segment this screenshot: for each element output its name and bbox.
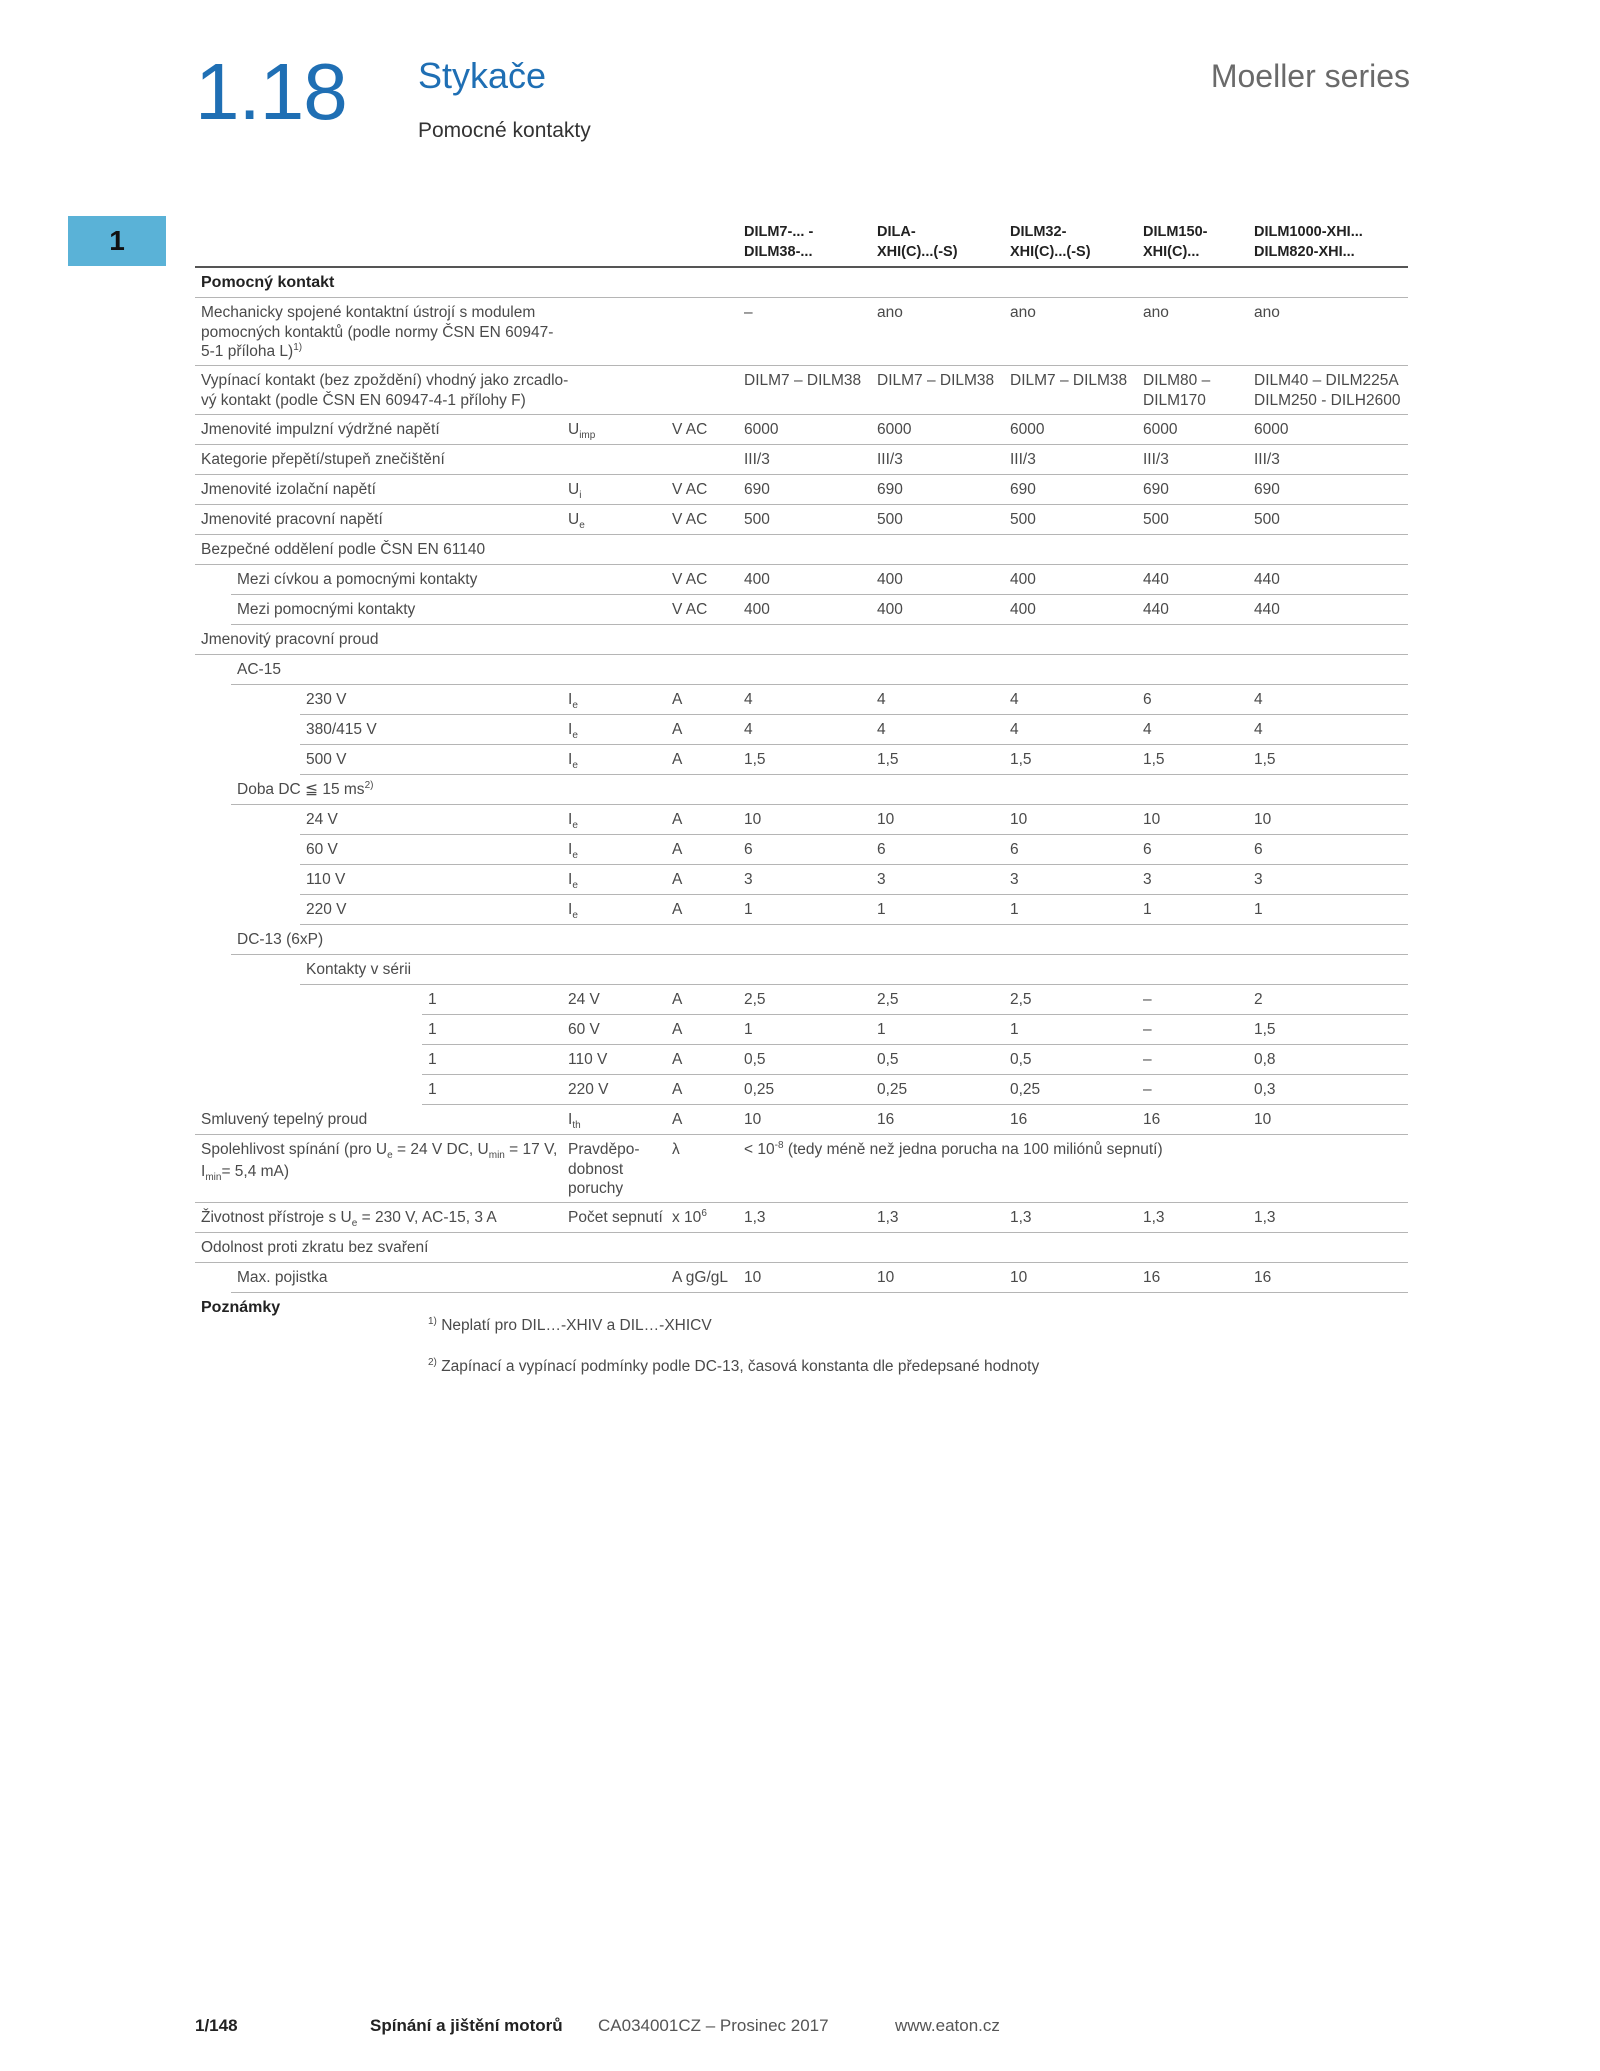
value-cell: 1,5	[1143, 751, 1165, 768]
value-cell: 10	[744, 1111, 762, 1128]
row-unit: A	[672, 811, 683, 828]
row-unit: A gG/gL	[672, 1269, 729, 1286]
table-row	[195, 1233, 1408, 1263]
table-row	[195, 366, 1408, 415]
value-cell: III/3	[1143, 451, 1169, 468]
table-row	[195, 925, 1408, 955]
row-label: 1	[428, 1081, 437, 1098]
row-label: 1	[428, 1051, 437, 1068]
value-cell: 400	[877, 571, 903, 588]
table-section-row	[195, 268, 1408, 298]
row-label: AC-15	[237, 661, 281, 678]
row-label: Životnost přístroje s $U_e = 230$ V, AC-15, 3 A	[201, 1209, 497, 1229]
row-symbol: $U_{imp}$	[568, 421, 596, 441]
value-cell: 1	[1143, 901, 1152, 918]
row-symbol: 24 V	[568, 991, 600, 1008]
row-label: Smluvený tepelný proud	[201, 1111, 368, 1128]
value-cell: 10	[744, 1269, 762, 1286]
row-unit: λ	[672, 1141, 680, 1158]
value-cell: 500	[1010, 511, 1036, 528]
table-row	[195, 595, 1408, 625]
row-label: Vypínací kontakt (bez zpoždění) vhodný jako zrcadlo- vý kontakt (podle ČSN EN 60947-4-1 přílohy F)	[201, 372, 569, 409]
table-header	[195, 218, 1408, 268]
row-label: Kategorie přepětí/stupeň znečištění	[201, 451, 445, 468]
value-cell: 16	[1143, 1111, 1161, 1128]
page-subtitle: Pomocné kontakty	[418, 119, 591, 142]
value-cell: 500	[1254, 511, 1280, 528]
value-cell: 1,3	[744, 1209, 766, 1226]
value-cell: 10	[1010, 811, 1028, 828]
value-cell: 16	[877, 1111, 895, 1128]
value-cell: ano	[1254, 304, 1280, 321]
note-item: $^{1)}$ Neplatí pro DIL…-XHIV a DIL…-XHICV	[428, 1315, 712, 1334]
value-cell: 400	[1010, 571, 1036, 588]
value-cell: 3	[1010, 871, 1019, 888]
column-header: DILM7-... - DILM38-...	[744, 224, 814, 260]
value-cell: –	[1143, 1021, 1152, 1038]
value-cell: 690	[877, 481, 903, 498]
value-cell: DILM80 – DILM170	[1143, 372, 1211, 409]
row-symbol: $I_{th}$	[568, 1111, 581, 1131]
value-cell: 1	[877, 901, 886, 918]
value-cell: 0,25	[1010, 1081, 1041, 1098]
value-cell: 1,5	[1254, 1021, 1276, 1038]
value-cell: DILM7 – DILM38	[877, 372, 995, 389]
column-header: DILM150- XHI(C)...	[1143, 224, 1208, 260]
value-cell: 4	[1143, 721, 1152, 738]
row-label: Jmenovité izolační napětí	[201, 481, 376, 498]
row-unit: A	[672, 901, 683, 918]
row-label: Jmenovitý pracovní proud	[201, 631, 379, 648]
row-unit: V AC	[672, 511, 708, 528]
table-row	[195, 535, 1408, 565]
value-cell: 400	[744, 571, 770, 588]
value-cell: 440	[1143, 601, 1169, 618]
value-cell: III/3	[1010, 451, 1036, 468]
value-cell: 1,3	[1143, 1209, 1165, 1226]
value-cell: 4	[744, 691, 753, 708]
value-cell: III/3	[877, 451, 903, 468]
value-cell: 2,5	[877, 991, 899, 1008]
value-cell: 440	[1254, 601, 1280, 618]
value-cell: 3	[1254, 871, 1263, 888]
value-cell: 690	[744, 481, 770, 498]
series-label: Moeller series	[1210, 58, 1410, 94]
value-cell: 6000	[1010, 421, 1045, 438]
table-row	[195, 298, 1408, 366]
value-cell: 0,25	[877, 1081, 908, 1098]
row-label: 1	[428, 1021, 437, 1038]
table-row	[195, 1203, 1408, 1233]
row-unit: A	[672, 1051, 683, 1068]
value-cell: DILM7 – DILM38	[744, 372, 862, 389]
row-unit: V AC	[672, 421, 708, 438]
row-label: Bezpečné oddělení podle ČSN EN 61140	[201, 541, 486, 558]
value-cell-span: < $10^{-8}$ (tedy méně než jedna porucha na 100 miliónů sepnutí)	[744, 1140, 1163, 1158]
value-cell: 3	[877, 871, 886, 888]
value-cell: 0,5	[744, 1051, 766, 1068]
value-cell: 0,5	[1010, 1051, 1032, 1068]
notes-block	[195, 1293, 1408, 1375]
row-label: 24 V	[306, 811, 338, 828]
chapter-tab[interactable]: 1	[68, 216, 166, 266]
value-cell: 10	[1254, 811, 1272, 828]
value-cell: 500	[877, 511, 903, 528]
value-cell: 2,5	[744, 991, 766, 1008]
value-cell: III/3	[1254, 451, 1280, 468]
value-cell: 1	[1254, 901, 1263, 918]
value-cell: 16	[1143, 1269, 1161, 1286]
column-header: DILA- XHI(C)...(-S)	[877, 224, 958, 260]
row-symbol: Pravděpo- dobnost poruchy	[568, 1141, 640, 1197]
value-cell: –	[744, 304, 753, 321]
table-row	[195, 505, 1408, 535]
row-symbol: $I_e$	[568, 841, 578, 861]
spec-table	[195, 218, 1408, 1375]
row-label: 230 V	[306, 691, 347, 708]
value-cell: III/3	[744, 451, 770, 468]
value-cell: 1,5	[744, 751, 766, 768]
row-label: 380/415 V	[306, 721, 377, 738]
value-cell: 4	[744, 721, 753, 738]
value-cell: 6	[1010, 841, 1019, 858]
value-cell: 4	[877, 721, 886, 738]
row-symbol: $I_e$	[568, 811, 578, 831]
table-row	[195, 685, 1408, 715]
row-symbol: 60 V	[568, 1021, 600, 1038]
table-row	[195, 625, 1408, 655]
value-cell: 690	[1010, 481, 1036, 498]
value-cell: 3	[1143, 871, 1152, 888]
footer-doc: CA034001CZ – Prosinec 2017	[598, 2016, 829, 2035]
value-cell: 16	[1254, 1269, 1272, 1286]
value-cell: 400	[744, 601, 770, 618]
footer-title: Spínání a jištění motorů	[370, 2016, 563, 2035]
value-cell: 2,5	[1010, 991, 1032, 1008]
row-unit: A	[672, 1081, 683, 1098]
column-header: DILM32- XHI(C)...(-S)	[1010, 224, 1091, 260]
section-title: Pomocný kontakt	[201, 274, 335, 291]
row-unit: A	[672, 991, 683, 1008]
value-cell: 1,3	[1010, 1209, 1032, 1226]
value-cell: –	[1143, 991, 1152, 1008]
value-cell: 500	[1143, 511, 1169, 528]
row-unit: V AC	[672, 601, 708, 618]
value-cell: 6	[877, 841, 886, 858]
value-cell: –	[1143, 1051, 1152, 1068]
notes-list	[428, 1296, 1039, 1398]
table-row	[195, 1045, 1408, 1075]
table-row	[195, 1135, 1408, 1203]
value-cell: 16	[1010, 1111, 1028, 1128]
value-cell: 1	[744, 901, 753, 918]
table-row	[195, 475, 1408, 505]
value-cell: 0,5	[877, 1051, 899, 1068]
row-label: 60 V	[306, 841, 338, 858]
value-cell: 1,3	[1254, 1209, 1276, 1226]
value-cell: 10	[877, 1269, 895, 1286]
value-cell: 6	[1254, 841, 1263, 858]
value-cell: 10	[1254, 1111, 1272, 1128]
row-unit: V AC	[672, 571, 708, 588]
row-unit: x $10^6$	[672, 1208, 707, 1226]
table-row	[195, 715, 1408, 745]
row-unit: A	[672, 721, 683, 738]
value-cell: 4	[1010, 721, 1019, 738]
footer-url[interactable]: www.eaton.cz	[895, 2016, 1000, 2035]
value-cell: 0,3	[1254, 1081, 1276, 1098]
column-header: DILM1000-XHI... DILM820-XHI...	[1254, 224, 1363, 260]
value-cell: 6	[744, 841, 753, 858]
row-symbol: $I_e$	[568, 691, 578, 711]
value-cell: DILM7 – DILM38	[1010, 372, 1128, 389]
row-symbol: $I_e$	[568, 871, 578, 891]
value-cell: ano	[1143, 304, 1169, 321]
page-number: 1/148	[195, 2016, 238, 2035]
value-cell: 1	[744, 1021, 753, 1038]
value-cell: 6000	[744, 421, 779, 438]
value-cell: 1,5	[877, 751, 899, 768]
value-cell: 3	[744, 871, 753, 888]
row-unit: A	[672, 1111, 683, 1128]
value-cell: 4	[1254, 691, 1263, 708]
page-title: Stykače	[418, 55, 547, 96]
section-number: 1.18	[195, 47, 347, 136]
value-cell: 0,8	[1254, 1051, 1276, 1068]
row-symbol: $U_i$	[568, 481, 582, 501]
table-row	[195, 955, 1408, 985]
row-unit: A	[672, 841, 683, 858]
row-label: Jmenovité pracovní napětí	[201, 511, 383, 528]
value-cell: 0,25	[744, 1081, 775, 1098]
table-row	[195, 805, 1408, 835]
value-cell: 4	[877, 691, 886, 708]
row-unit: A	[672, 1021, 683, 1038]
row-label: Kontakty v sérii	[306, 961, 412, 978]
row-label: 1	[428, 991, 437, 1008]
table-row	[195, 745, 1408, 775]
value-cell: 1	[1010, 901, 1019, 918]
row-symbol: 110 V	[568, 1051, 608, 1068]
value-cell: 6000	[1254, 421, 1289, 438]
row-label: 110 V	[306, 871, 346, 888]
row-label: Spolehlivost spínání (pro $U_e = 24$ V DC, $U_{min} = 17$ V, $I_{min}= 5,4$ mA)	[201, 1141, 558, 1183]
row-unit: A	[672, 751, 683, 768]
row-label: Odolnost proti zkratu bez svaření	[201, 1239, 429, 1256]
value-cell: 4	[1254, 721, 1263, 738]
value-cell: ano	[877, 304, 903, 321]
row-unit: A	[672, 691, 683, 708]
value-cell: 440	[1254, 571, 1280, 588]
row-unit: A	[672, 871, 683, 888]
row-symbol: $U_e$	[568, 511, 585, 531]
row-label: 500 V	[306, 751, 347, 768]
table-row	[195, 655, 1408, 685]
row-symbol: 220 V	[568, 1081, 609, 1098]
table-row	[195, 895, 1408, 925]
table-row	[195, 775, 1408, 805]
row-label: Max. pojistka	[237, 1269, 328, 1286]
notes-title: Poznámky	[201, 1299, 281, 1316]
row-label: 220 V	[306, 901, 347, 918]
value-cell: 440	[1143, 571, 1169, 588]
row-symbol: Počet sepnutí	[568, 1209, 663, 1226]
value-cell: 10	[744, 811, 762, 828]
row-label: Mezi cívkou a pomocnými kontakty	[237, 571, 478, 588]
value-cell: 4	[1010, 691, 1019, 708]
value-cell: 10	[1010, 1269, 1028, 1286]
value-cell: 6000	[877, 421, 912, 438]
row-label: Mezi pomocnými kontakty	[237, 601, 416, 618]
value-cell: –	[1143, 1081, 1152, 1098]
value-cell: 500	[744, 511, 770, 528]
table-row	[195, 415, 1408, 445]
table-row	[195, 835, 1408, 865]
value-cell: 1,3	[877, 1209, 899, 1226]
value-cell: 1,5	[1254, 751, 1276, 768]
table-row	[195, 565, 1408, 595]
row-symbol: $I_e$	[568, 901, 578, 921]
table-row	[195, 1075, 1408, 1105]
value-cell: 400	[877, 601, 903, 618]
value-cell: 6000	[1143, 421, 1178, 438]
table-row	[195, 985, 1408, 1015]
value-cell: 2	[1254, 991, 1263, 1008]
value-cell: 1,5	[1010, 751, 1032, 768]
value-cell: 6	[1143, 841, 1152, 858]
value-cell: 690	[1143, 481, 1169, 498]
table-row	[195, 1105, 1408, 1135]
value-cell: DILM40 – DILM225A DILM250 - DILH2600	[1254, 372, 1401, 409]
table-row	[195, 865, 1408, 895]
row-label: Doba DC ≦ 15 $ms^{2)}$	[237, 780, 374, 798]
row-label: Jmenovité impulzní výdržné napětí	[201, 421, 440, 438]
table-row	[195, 445, 1408, 475]
value-cell: ano	[1010, 304, 1036, 321]
row-label: DC-13 (6xP)	[237, 931, 324, 948]
value-cell: 1	[877, 1021, 886, 1038]
value-cell: 690	[1254, 481, 1280, 498]
row-symbol: $I_e$	[568, 751, 578, 771]
value-cell: 1	[1010, 1021, 1019, 1038]
value-cell: 400	[1010, 601, 1036, 618]
row-symbol: $I_e$	[568, 721, 578, 741]
table-row	[195, 1015, 1408, 1045]
value-cell: 10	[1143, 811, 1161, 828]
value-cell: 6	[1143, 691, 1152, 708]
note-item: $^{2)}$ Zapínací a vypínací podmínky podle DC-13, časová konstanta dle předepsané hodnoty	[428, 1356, 1040, 1375]
value-cell: 10	[877, 811, 895, 828]
row-unit: V AC	[672, 481, 708, 498]
table-row	[195, 1263, 1408, 1293]
row-label: Mechanicky spojené kontaktní ústrojí s modulem pomocných kontaktů (podle normy ČSN EN 60947- 5-1 příloha L)$^{1)}$	[201, 304, 554, 360]
